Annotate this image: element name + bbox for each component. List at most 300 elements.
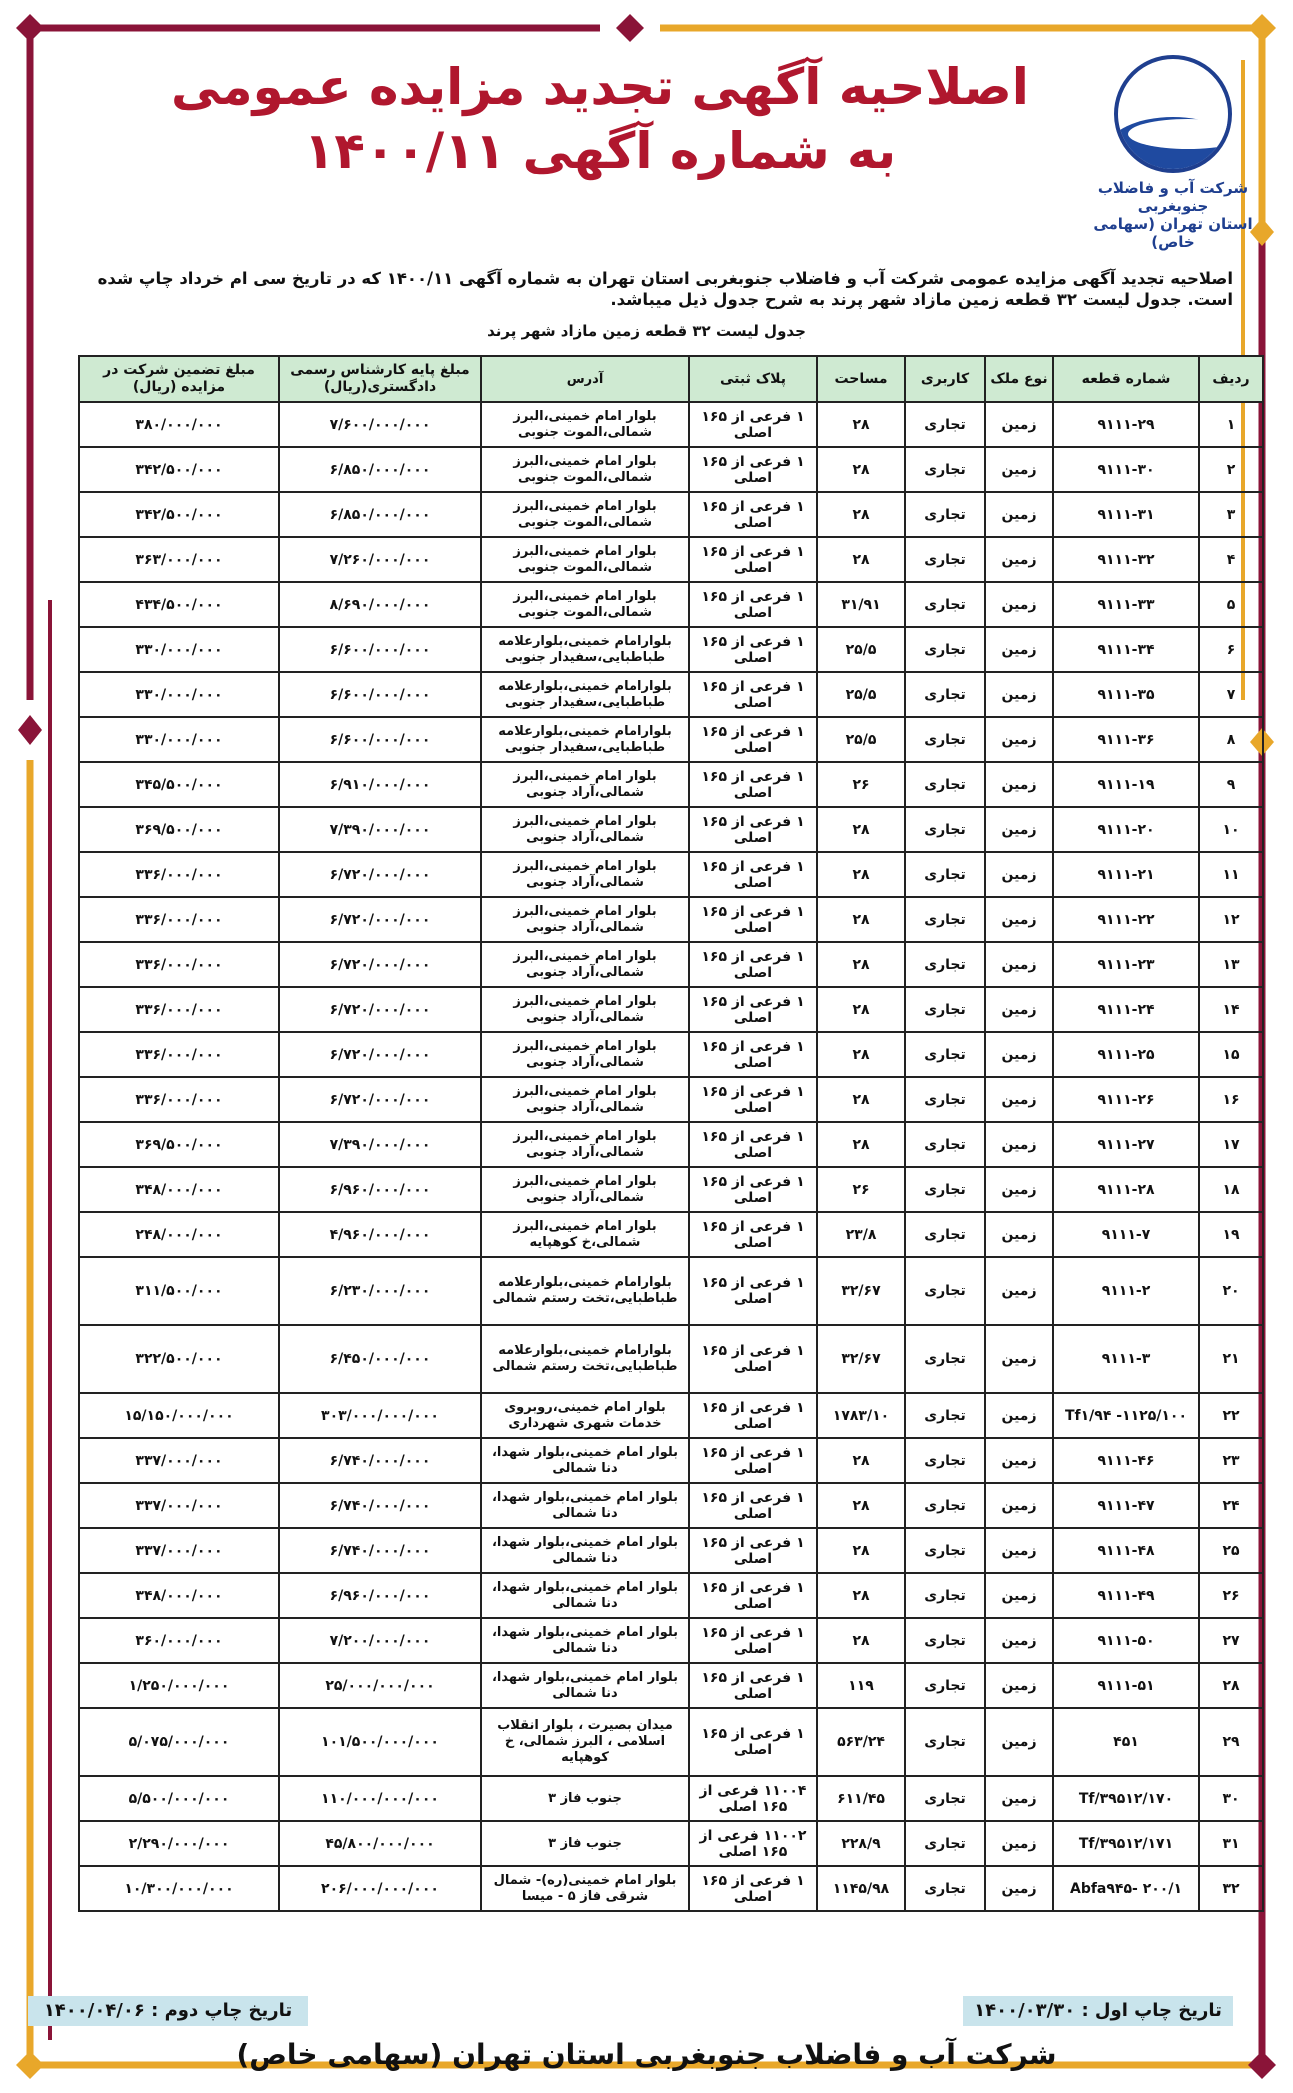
cell-plot-number: ۹۱۱۱-۲۲ xyxy=(1053,897,1199,942)
cell-row-number: ۲۰ xyxy=(1199,1257,1263,1325)
cell-guarantee: ۳۳۶/۰۰۰/۰۰۰ xyxy=(79,1032,279,1077)
cell-area: ۳۲/۶۷ xyxy=(817,1325,905,1393)
cell-address: بلوار امام خمینی،البرز شمالی،آراد جنوبی xyxy=(481,897,689,942)
cell-row-number: ۳۰ xyxy=(1199,1776,1263,1821)
cell-base-price: ۱۱۰/۰۰۰/۰۰۰/۰۰۰ xyxy=(279,1776,481,1821)
cell-guarantee: ۴۳۴/۵۰۰/۰۰۰ xyxy=(79,582,279,627)
cell-row-number: ۹ xyxy=(1199,762,1263,807)
cell-plot-number: ۹۱۱۱-۲۰ xyxy=(1053,807,1199,852)
cell-registration-plate: ۱ فرعی از ۱۶۵ اصلی xyxy=(689,987,817,1032)
cell-guarantee: ۱۵/۱۵۰/۰۰۰/۰۰۰ xyxy=(79,1393,279,1438)
cell-usage: تجاری xyxy=(905,1618,985,1663)
cell-row-number: ۶ xyxy=(1199,627,1263,672)
cell-base-price: ۶/۲۳۰/۰۰۰/۰۰۰ xyxy=(279,1257,481,1325)
cell-usage: تجاری xyxy=(905,762,985,807)
cell-row-number: ۴ xyxy=(1199,537,1263,582)
cell-address: بلوارامام خمینی،بلوارعلامه طباطبایی،سفیدار جنوبی xyxy=(481,672,689,717)
cell-address: بلوار امام خمینی،البرز شمالی،آراد جنوبی xyxy=(481,762,689,807)
cell-plot-number: ۹۱۱۱-۲۸ xyxy=(1053,1167,1199,1212)
cell-registration-plate: ۱ فرعی از ۱۶۵ اصلی xyxy=(689,1528,817,1573)
cell-property-type: زمین xyxy=(985,1618,1053,1663)
cell-row-number: ۲۶ xyxy=(1199,1573,1263,1618)
cell-plot-number: ۳۹۵۱۲/۱۷۱/Tf xyxy=(1053,1821,1199,1866)
cell-guarantee: ۳۳۷/۰۰۰/۰۰۰ xyxy=(79,1483,279,1528)
cell-address: میدان بصیرت ، بلوار انقلاب اسلامی ، البرز شمالی، خ کوهپایه xyxy=(481,1708,689,1776)
cell-row-number: ۱۹ xyxy=(1199,1212,1263,1257)
title-line2: به شماره آگهی ۱۴۰۰/۱۱ xyxy=(303,122,897,180)
cell-area: ۲۵/۵ xyxy=(817,717,905,762)
cell-guarantee: ۳۶۰/۰۰۰/۰۰۰ xyxy=(79,1618,279,1663)
cell-guarantee: ۳۸۰/۰۰۰/۰۰۰ xyxy=(79,402,279,447)
cell-area: ۲۶ xyxy=(817,762,905,807)
table-row xyxy=(79,1573,1263,1618)
cell-registration-plate: ۱ فرعی از ۱۶۵ اصلی xyxy=(689,1438,817,1483)
first-print-date: تاریخ چاپ اول : ۱۴۰۰/۰۳/۳۰ xyxy=(963,1996,1233,2026)
cell-guarantee: ۳۲۲/۵۰۰/۰۰۰ xyxy=(79,1325,279,1393)
table-row xyxy=(79,897,1263,942)
header-address: آدرس xyxy=(481,356,689,402)
cell-guarantee: ۱/۲۵۰/۰۰۰/۰۰۰ xyxy=(79,1663,279,1708)
cell-usage: تجاری xyxy=(905,897,985,942)
table-header-row xyxy=(79,356,1263,402)
cell-property-type: زمین xyxy=(985,627,1053,672)
cell-usage: تجاری xyxy=(905,852,985,897)
cell-registration-plate: ۱ فرعی از ۱۶۵ اصلی xyxy=(689,627,817,672)
cell-plot-number: ۹۱۱۱-۵۰ xyxy=(1053,1618,1199,1663)
cell-area: ۱۱۴۵/۹۸ xyxy=(817,1866,905,1911)
cell-address: بلوارامام خمینی،بلوارعلامه طباطبایی،تخت رستم شمالی xyxy=(481,1257,689,1325)
cell-base-price: ۷/۲۶۰/۰۰۰/۰۰۰ xyxy=(279,537,481,582)
cell-plot-number: ۹۱۱۱-۲۶ xyxy=(1053,1077,1199,1122)
cell-property-type: زمین xyxy=(985,762,1053,807)
cell-property-type: زمین xyxy=(985,1393,1053,1438)
water-drop-logo-icon xyxy=(1114,55,1232,173)
table-row xyxy=(79,1167,1263,1212)
cell-area: ۲۸ xyxy=(817,492,905,537)
cell-row-number: ۵ xyxy=(1199,582,1263,627)
cell-usage: تجاری xyxy=(905,1077,985,1122)
logo-name-line2: استان تهران (سهامی خاص) xyxy=(1093,215,1253,251)
cell-row-number: ۱۱ xyxy=(1199,852,1263,897)
cell-property-type: زمین xyxy=(985,447,1053,492)
cell-area: ۳۱/۹۱ xyxy=(817,582,905,627)
cell-area: ۲۸ xyxy=(817,1618,905,1663)
cell-area: ۲۶ xyxy=(817,1167,905,1212)
cell-registration-plate: ۱ فرعی از ۱۶۵ اصلی xyxy=(689,897,817,942)
cell-usage: تجاری xyxy=(905,672,985,717)
cell-base-price: ۶/۹۶۰/۰۰۰/۰۰۰ xyxy=(279,1167,481,1212)
cell-address: بلوار امام خمینی(ره)- شمال شرقی فاز ۵ - میسا xyxy=(481,1866,689,1911)
cell-plot-number: ۹۱۱۱-۳۵ xyxy=(1053,672,1199,717)
cell-usage: تجاری xyxy=(905,582,985,627)
cell-area: ۲۵/۵ xyxy=(817,627,905,672)
header-plot-number: شماره قطعه xyxy=(1053,356,1199,402)
cell-guarantee: ۳۳۶/۰۰۰/۰۰۰ xyxy=(79,942,279,987)
cell-usage: تجاری xyxy=(905,1167,985,1212)
title-line1: اصلاحیه آگهی تجدید مزایده عمومی xyxy=(171,58,1029,116)
table-row xyxy=(79,852,1263,897)
cell-area: ۲۸ xyxy=(817,942,905,987)
table-row xyxy=(79,1212,1263,1257)
cell-area: ۲۸ xyxy=(817,402,905,447)
cell-row-number: ۲ xyxy=(1199,447,1263,492)
cell-usage: تجاری xyxy=(905,987,985,1032)
cell-plot-number: ۹۱۱۱-۳۶ xyxy=(1053,717,1199,762)
cell-address: بلوار امام خمینی،بلوار شهدا، دنا شمالی xyxy=(481,1528,689,1573)
cell-registration-plate: ۱ فرعی از ۱۶۵ اصلی xyxy=(689,402,817,447)
cell-guarantee: ۳۱۱/۵۰۰/۰۰۰ xyxy=(79,1257,279,1325)
cell-property-type: زمین xyxy=(985,537,1053,582)
cell-usage: تجاری xyxy=(905,1663,985,1708)
cell-address: بلوار امام خمینی،البرز شمالی،آراد جنوبی xyxy=(481,852,689,897)
cell-row-number: ۲۱ xyxy=(1199,1325,1263,1393)
cell-address: بلوار امام خمینی،البرز شمالی،آراد جنوبی xyxy=(481,807,689,852)
cell-guarantee: ۳۳۶/۰۰۰/۰۰۰ xyxy=(79,852,279,897)
table-row xyxy=(79,1438,1263,1483)
cell-plot-number: ۹۱۱۱-۲۱ xyxy=(1053,852,1199,897)
cell-registration-plate: ۱۱۰۰۲ فرعی از ۱۶۵ اصلی xyxy=(689,1821,817,1866)
cell-usage: تجاری xyxy=(905,1122,985,1167)
cell-area: ۱۷۸۳/۱۰ xyxy=(817,1393,905,1438)
cell-base-price: ۶/۶۰۰/۰۰۰/۰۰۰ xyxy=(279,627,481,672)
cell-area: ۲۸ xyxy=(817,807,905,852)
notice-title xyxy=(140,55,1060,183)
cell-row-number: ۷ xyxy=(1199,672,1263,717)
cell-property-type: زمین xyxy=(985,402,1053,447)
cell-plot-number: ۴۵۱ xyxy=(1053,1708,1199,1776)
cell-property-type: زمین xyxy=(985,1821,1053,1866)
cell-base-price: ۶/۷۲۰/۰۰۰/۰۰۰ xyxy=(279,1032,481,1077)
cell-registration-plate: ۱ فرعی از ۱۶۵ اصلی xyxy=(689,717,817,762)
cell-registration-plate: ۱ فرعی از ۱۶۵ اصلی xyxy=(689,1483,817,1528)
cell-row-number: ۲۹ xyxy=(1199,1708,1263,1776)
cell-plot-number: ۹۱۱۱-۳۴ xyxy=(1053,627,1199,672)
cell-registration-plate: ۱ فرعی از ۱۶۵ اصلی xyxy=(689,942,817,987)
cell-area: ۲۸ xyxy=(817,1483,905,1528)
cell-property-type: زمین xyxy=(985,492,1053,537)
cell-row-number: ۱۶ xyxy=(1199,1077,1263,1122)
cell-registration-plate: ۱ فرعی از ۱۶۵ اصلی xyxy=(689,672,817,717)
cell-base-price: ۶/۸۵۰/۰۰۰/۰۰۰ xyxy=(279,492,481,537)
land-plots-table xyxy=(78,355,1264,1912)
cell-base-price: ۶/۷۲۰/۰۰۰/۰۰۰ xyxy=(279,897,481,942)
cell-property-type: زمین xyxy=(985,1212,1053,1257)
cell-row-number: ۲۳ xyxy=(1199,1438,1263,1483)
header-base-price: مبلغ پایه کارشناس رسمی دادگستری(ریال) xyxy=(279,356,481,402)
cell-plot-number: ۹۱۱۱-۳ xyxy=(1053,1325,1199,1393)
cell-area: ۲۸ xyxy=(817,897,905,942)
cell-guarantee: ۳۳۰/۰۰۰/۰۰۰ xyxy=(79,627,279,672)
table-row xyxy=(79,1708,1263,1776)
company-logo xyxy=(1093,55,1253,251)
cell-plot-number: ۹۱۱۱-۳۳ xyxy=(1053,582,1199,627)
cell-registration-plate: ۱ فرعی از ۱۶۵ اصلی xyxy=(689,1663,817,1708)
cell-base-price: ۶/۹۱۰/۰۰۰/۰۰۰ xyxy=(279,762,481,807)
cell-guarantee: ۳۶۳/۰۰۰/۰۰۰ xyxy=(79,537,279,582)
cell-registration-plate: ۱ فرعی از ۱۶۵ اصلی xyxy=(689,852,817,897)
cell-area: ۲۸ xyxy=(817,447,905,492)
cell-guarantee: ۳۶۹/۵۰۰/۰۰۰ xyxy=(79,1122,279,1167)
table-row xyxy=(79,942,1263,987)
cell-address: بلوار امام خمینی،بلوار شهدا، دنا شمالی xyxy=(481,1618,689,1663)
cell-row-number: ۳ xyxy=(1199,492,1263,537)
cell-base-price: ۶/۷۲۰/۰۰۰/۰۰۰ xyxy=(279,852,481,897)
cell-address: بلوار امام خمینی،البرز شمالی،آراد جنوبی xyxy=(481,1077,689,1122)
cell-usage: تجاری xyxy=(905,1776,985,1821)
cell-plot-number: ۳۹۵۱۲/۱۷۰/Tf xyxy=(1053,1776,1199,1821)
cell-base-price: ۸/۶۹۰/۰۰۰/۰۰۰ xyxy=(279,582,481,627)
cell-plot-number: ۹۱۱۱-۴۷ xyxy=(1053,1483,1199,1528)
table-row xyxy=(79,762,1263,807)
logo-company-name xyxy=(1093,179,1253,251)
cell-plot-number: ۹۱۱۱-۴۸ xyxy=(1053,1528,1199,1573)
cell-row-number: ۱۵ xyxy=(1199,1032,1263,1077)
cell-area: ۲۵/۵ xyxy=(817,672,905,717)
cell-registration-plate: ۱ فرعی از ۱۶۵ اصلی xyxy=(689,1032,817,1077)
cell-row-number: ۲۸ xyxy=(1199,1663,1263,1708)
table-row xyxy=(79,447,1263,492)
cell-row-number: ۳۲ xyxy=(1199,1866,1263,1911)
cell-base-price: ۶/۴۵۰/۰۰۰/۰۰۰ xyxy=(279,1325,481,1393)
cell-area: ۲۸ xyxy=(817,537,905,582)
cell-usage: تجاری xyxy=(905,717,985,762)
cell-plot-number: ۹۱۱۱-۲ xyxy=(1053,1257,1199,1325)
cell-guarantee: ۳۳۷/۰۰۰/۰۰۰ xyxy=(79,1438,279,1483)
cell-row-number: ۱۸ xyxy=(1199,1167,1263,1212)
table-row xyxy=(79,1776,1263,1821)
cell-row-number: ۱۲ xyxy=(1199,897,1263,942)
cell-row-number: ۲۲ xyxy=(1199,1393,1263,1438)
cell-area: ۲۸ xyxy=(817,1438,905,1483)
table-row xyxy=(79,807,1263,852)
cell-plot-number: ۹۱۱۱-۷ xyxy=(1053,1212,1199,1257)
cell-area: ۲۸ xyxy=(817,1077,905,1122)
cell-guarantee: ۱۰/۳۰۰/۰۰۰/۰۰۰ xyxy=(79,1866,279,1911)
cell-usage: تجاری xyxy=(905,1573,985,1618)
cell-property-type: زمین xyxy=(985,1528,1053,1573)
cell-property-type: زمین xyxy=(985,1483,1053,1528)
cell-guarantee: ۲/۲۹۰/۰۰۰/۰۰۰ xyxy=(79,1821,279,1866)
cell-base-price: ۷/۶۰۰/۰۰۰/۰۰۰ xyxy=(279,402,481,447)
cell-base-price: ۷/۲۰۰/۰۰۰/۰۰۰ xyxy=(279,1618,481,1663)
cell-property-type: زمین xyxy=(985,987,1053,1032)
cell-base-price: ۶/۷۲۰/۰۰۰/۰۰۰ xyxy=(279,1077,481,1122)
cell-property-type: زمین xyxy=(985,1573,1053,1618)
table-row xyxy=(79,1393,1263,1438)
cell-registration-plate: ۱ فرعی از ۱۶۵ اصلی xyxy=(689,1325,817,1393)
cell-usage: تجاری xyxy=(905,1257,985,1325)
cell-registration-plate: ۱ فرعی از ۱۶۵ اصلی xyxy=(689,1618,817,1663)
table-row xyxy=(79,1528,1263,1573)
cell-usage: تجاری xyxy=(905,942,985,987)
cell-plot-number: ۹۱۱۱-۳۲ xyxy=(1053,537,1199,582)
cell-guarantee: ۵/۰۷۵/۰۰۰/۰۰۰ xyxy=(79,1708,279,1776)
table-row xyxy=(79,537,1263,582)
cell-property-type: زمین xyxy=(985,1776,1053,1821)
cell-plot-number: ۹۱۱۱-۴۹ xyxy=(1053,1573,1199,1618)
cell-area: ۲۸ xyxy=(817,852,905,897)
table-row xyxy=(79,717,1263,762)
cell-property-type: زمین xyxy=(985,1122,1053,1167)
cell-row-number: ۱۰ xyxy=(1199,807,1263,852)
cell-usage: تجاری xyxy=(905,1528,985,1573)
cell-registration-plate: ۱ فرعی از ۱۶۵ اصلی xyxy=(689,1708,817,1776)
cell-address: بلوار امام خمینی،البرز شمالی،الموت جنوبی xyxy=(481,402,689,447)
cell-usage: تجاری xyxy=(905,1212,985,1257)
logo-name-line1: شرکت آب و فاضلاب جنوبغربی xyxy=(1097,179,1249,215)
cell-registration-plate: ۱ فرعی از ۱۶۵ اصلی xyxy=(689,1573,817,1618)
table-row xyxy=(79,582,1263,627)
cell-usage: تجاری xyxy=(905,1438,985,1483)
cell-address: بلوار امام خمینی،البرز شمالی،خ کوهپایه xyxy=(481,1212,689,1257)
cell-area: ۱۱۹ xyxy=(817,1663,905,1708)
cell-property-type: زمین xyxy=(985,672,1053,717)
cell-usage: تجاری xyxy=(905,1866,985,1911)
table-row xyxy=(79,1663,1263,1708)
cell-base-price: ۶/۷۴۰/۰۰۰/۰۰۰ xyxy=(279,1483,481,1528)
cell-plot-number: ۹۱۱۱-۳۱ xyxy=(1053,492,1199,537)
cell-guarantee: ۳۶۹/۵۰۰/۰۰۰ xyxy=(79,807,279,852)
cell-plot-number: Tf۱/۹۴ -۱۱۲۵/۱۰۰ xyxy=(1053,1393,1199,1438)
header-area: مساحت xyxy=(817,356,905,402)
cell-property-type: زمین xyxy=(985,1257,1053,1325)
cell-address: بلوار امام خمینی،البرز شمالی،الموت جنوبی xyxy=(481,492,689,537)
header-usage: کاربری xyxy=(905,356,985,402)
cell-base-price: ۶/۶۰۰/۰۰۰/۰۰۰ xyxy=(279,717,481,762)
cell-usage: تجاری xyxy=(905,627,985,672)
cell-row-number: ۱ xyxy=(1199,402,1263,447)
cell-guarantee: ۳۳۰/۰۰۰/۰۰۰ xyxy=(79,672,279,717)
cell-address: بلوارامام خمینی،بلوارعلامه طباطبایی،سفیدار جنوبی xyxy=(481,627,689,672)
cell-usage: تجاری xyxy=(905,402,985,447)
cell-property-type: زمین xyxy=(985,942,1053,987)
cell-area: ۲۲۸/۹ xyxy=(817,1821,905,1866)
cell-property-type: زمین xyxy=(985,1032,1053,1077)
cell-area: ۲۸ xyxy=(817,1528,905,1573)
cell-plot-number: ۹۱۱۱-۲۵ xyxy=(1053,1032,1199,1077)
table-row xyxy=(79,1866,1263,1911)
cell-registration-plate: ۱ فرعی از ۱۶۵ اصلی xyxy=(689,1393,817,1438)
table-row xyxy=(79,492,1263,537)
cell-plot-number: ۹۱۱۱-۵۱ xyxy=(1053,1663,1199,1708)
cell-registration-plate: ۱ فرعی از ۱۶۵ اصلی xyxy=(689,1212,817,1257)
cell-property-type: زمین xyxy=(985,1077,1053,1122)
cell-usage: تجاری xyxy=(905,447,985,492)
cell-base-price: ۶/۸۵۰/۰۰۰/۰۰۰ xyxy=(279,447,481,492)
cell-usage: تجاری xyxy=(905,537,985,582)
cell-address: بلوارامام خمینی،بلوارعلامه طباطبایی،تخت رستم شمالی xyxy=(481,1325,689,1393)
cell-property-type: زمین xyxy=(985,582,1053,627)
cell-property-type: زمین xyxy=(985,1866,1053,1911)
cell-property-type: زمین xyxy=(985,807,1053,852)
cell-property-type: زمین xyxy=(985,1438,1053,1483)
second-print-date: تاریخ چاپ دوم : ۱۴۰۰/۰۴/۰۶ xyxy=(28,1996,308,2026)
cell-registration-plate: ۱ فرعی از ۱۶۵ اصلی xyxy=(689,447,817,492)
cell-registration-plate: ۱ فرعی از ۱۶۵ اصلی xyxy=(689,1167,817,1212)
header-registration-plate: پلاک ثبتی xyxy=(689,356,817,402)
cell-address: بلوار امام خمینی،بلوار شهدا، دنا شمالی xyxy=(481,1438,689,1483)
cell-guarantee: ۲۴۸/۰۰۰/۰۰۰ xyxy=(79,1212,279,1257)
cell-registration-plate: ۱ فرعی از ۱۶۵ اصلی xyxy=(689,1866,817,1911)
cell-row-number: ۱۴ xyxy=(1199,987,1263,1032)
cell-address: بلوار امام خمینی،البرز شمالی،آراد جنوبی xyxy=(481,1167,689,1212)
cell-area: ۲۸ xyxy=(817,1573,905,1618)
header-radif: ردیف xyxy=(1199,356,1263,402)
cell-base-price: ۷/۳۹۰/۰۰۰/۰۰۰ xyxy=(279,1122,481,1167)
table-row xyxy=(79,402,1263,447)
cell-plot-number: ۹۱۱۱-۲۷ xyxy=(1053,1122,1199,1167)
cell-guarantee: ۳۴۵/۵۰۰/۰۰۰ xyxy=(79,762,279,807)
cell-area: ۳۲/۶۷ xyxy=(817,1257,905,1325)
cell-plot-number: Abfa۹۴۵- ۲۰۰/۱ xyxy=(1053,1866,1199,1911)
cell-guarantee: ۳۳۶/۰۰۰/۰۰۰ xyxy=(79,897,279,942)
header-property-type: نوع ملک xyxy=(985,356,1053,402)
cell-guarantee: ۳۳۷/۰۰۰/۰۰۰ xyxy=(79,1528,279,1573)
table-row xyxy=(79,1325,1263,1393)
footer-company-name: شرکت آب و فاضلاب جنوبغربی استان تهران (سهامی خاص) xyxy=(236,2038,1057,2071)
cell-base-price: ۶/۶۰۰/۰۰۰/۰۰۰ xyxy=(279,672,481,717)
cell-property-type: زمین xyxy=(985,1325,1053,1393)
cell-base-price: ۶/۷۲۰/۰۰۰/۰۰۰ xyxy=(279,942,481,987)
cell-row-number: ۱۳ xyxy=(1199,942,1263,987)
cell-row-number: ۲۴ xyxy=(1199,1483,1263,1528)
cell-usage: تجاری xyxy=(905,492,985,537)
cell-guarantee: ۳۳۶/۰۰۰/۰۰۰ xyxy=(79,987,279,1032)
cell-registration-plate: ۱ فرعی از ۱۶۵ اصلی xyxy=(689,537,817,582)
cell-plot-number: ۹۱۱۱-۲۴ xyxy=(1053,987,1199,1032)
cell-address: بلوار امام خمینی،البرز شمالی،الموت جنوبی xyxy=(481,582,689,627)
cell-property-type: زمین xyxy=(985,897,1053,942)
cell-address: بلوار امام خمینی،البرز شمالی،آراد جنوبی xyxy=(481,1032,689,1077)
cell-registration-plate: ۱ فرعی از ۱۶۵ اصلی xyxy=(689,807,817,852)
cell-row-number: ۲۷ xyxy=(1199,1618,1263,1663)
cell-address: جنوب فاز ۳ xyxy=(481,1776,689,1821)
cell-guarantee: ۳۳۰/۰۰۰/۰۰۰ xyxy=(79,717,279,762)
cell-property-type: زمین xyxy=(985,852,1053,897)
cell-address: جنوب فاز ۳ xyxy=(481,1821,689,1866)
cell-registration-plate: ۱ فرعی از ۱۶۵ اصلی xyxy=(689,582,817,627)
cell-area: ۵۶۳/۲۴ xyxy=(817,1708,905,1776)
cell-address: بلوار امام خمینی،البرز شمالی،الموت جنوبی xyxy=(481,537,689,582)
cell-base-price: ۷/۳۹۰/۰۰۰/۰۰۰ xyxy=(279,807,481,852)
cell-guarantee: ۵/۵۰۰/۰۰۰/۰۰۰ xyxy=(79,1776,279,1821)
cell-base-price: ۶/۹۶۰/۰۰۰/۰۰۰ xyxy=(279,1573,481,1618)
cell-base-price: ۶/۷۴۰/۰۰۰/۰۰۰ xyxy=(279,1528,481,1573)
cell-plot-number: ۹۱۱۱-۳۰ xyxy=(1053,447,1199,492)
cell-area: ۲۸ xyxy=(817,1032,905,1077)
cell-row-number: ۲۵ xyxy=(1199,1528,1263,1573)
cell-row-number: ۱۷ xyxy=(1199,1122,1263,1167)
cell-usage: تجاری xyxy=(905,1325,985,1393)
table-row xyxy=(79,1618,1263,1663)
cell-address: بلوار امام خمینی،بلوار شهدا، دنا شمالی xyxy=(481,1663,689,1708)
cell-area: ۲۸ xyxy=(817,1122,905,1167)
cell-row-number: ۳۱ xyxy=(1199,1821,1263,1866)
cell-address: بلوار امام خمینی،البرز شمالی،آراد جنوبی xyxy=(481,1122,689,1167)
cell-registration-plate: ۱ فرعی از ۱۶۵ اصلی xyxy=(689,762,817,807)
cell-usage: تجاری xyxy=(905,1483,985,1528)
cell-property-type: زمین xyxy=(985,717,1053,762)
cell-address: بلوار امام خمینی،البرز شمالی،الموت جنوبی xyxy=(481,447,689,492)
table-row xyxy=(79,1122,1263,1167)
cell-registration-plate: ۱ فرعی از ۱۶۵ اصلی xyxy=(689,492,817,537)
cell-base-price: ۴/۹۶۰/۰۰۰/۰۰۰ xyxy=(279,1212,481,1257)
table-row xyxy=(79,1077,1263,1122)
cell-base-price: ۶/۷۲۰/۰۰۰/۰۰۰ xyxy=(279,987,481,1032)
cell-registration-plate: ۱۱۰۰۴ فرعی از ۱۶۵ اصلی xyxy=(689,1776,817,1821)
cell-guarantee: ۳۳۶/۰۰۰/۰۰۰ xyxy=(79,1077,279,1122)
cell-area: ۲۸ xyxy=(817,987,905,1032)
